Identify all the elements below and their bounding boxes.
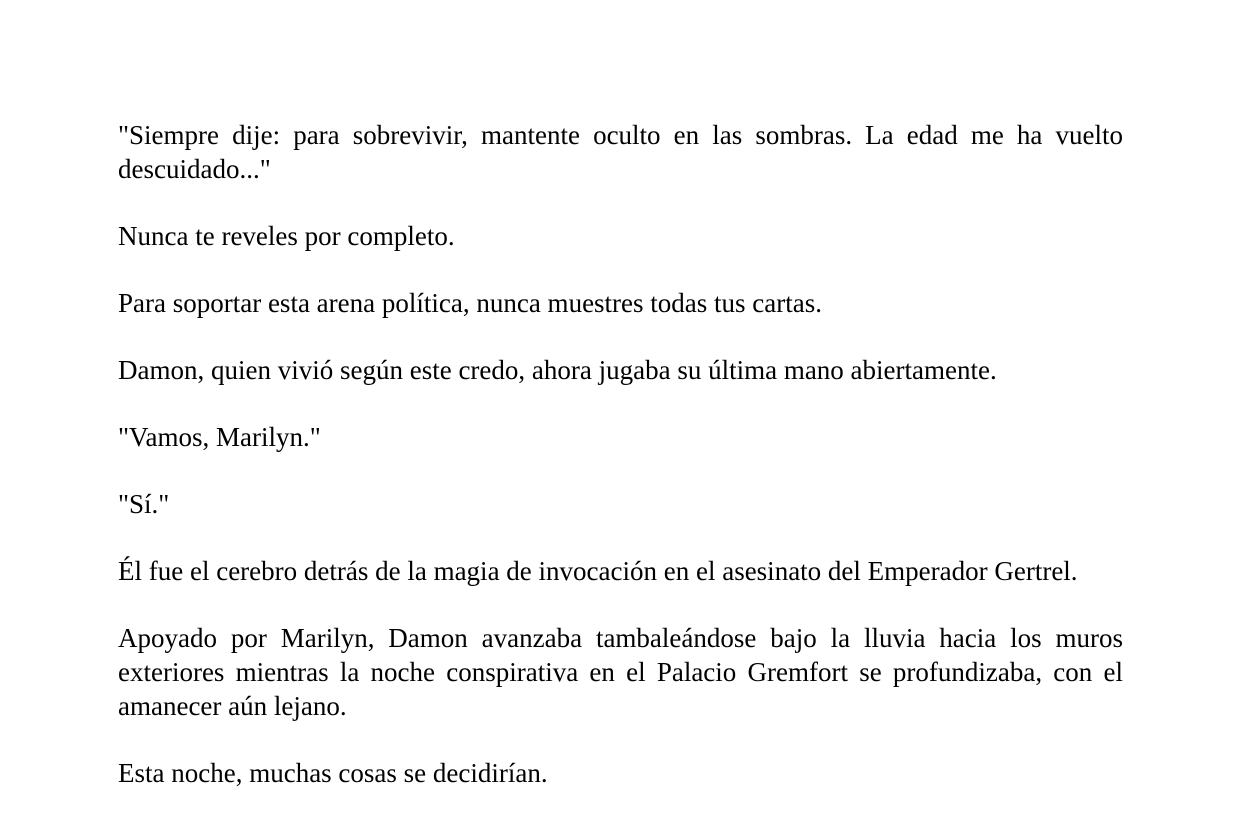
paragraph-supported-by-marilyn: Apoyado por Marilyn, Damon avanzaba tambaleándose bajo la lluvia hacia los muros exteriores mientras la noche conspirativa en el Palacio Gremfort se profundizaba, con el amanecer aún lejano. <box>118 623 1123 721</box>
paragraph-political-arena: Para soportar esta arena política, nunca muestres todas tus cartas. <box>118 288 822 318</box>
paragraph-mastermind: Él fue el cerebro detrás de la magia de invocación en el asesinato del Emperador Gertrel. <box>118 556 1078 586</box>
document-page <box>118 118 1123 823</box>
paragraph-si: "Sí." <box>118 489 170 519</box>
paragraph-damon-creed: Damon, quien vivió según este credo, ahora jugaba su última mano abiertamente. <box>118 355 997 385</box>
paragraph-tonight: Esta noche, muchas cosas se decidirían. <box>118 758 548 788</box>
paragraph-quote-shadows: "Siempre dije: para sobrevivir, mantente oculto en las sombras. La edad me ha vuelto descuidado..." <box>118 120 1123 184</box>
paragraph-vamos-marilyn: "Vamos, Marilyn." <box>118 422 321 452</box>
paragraph-never-reveal: Nunca te reveles por completo. <box>118 221 455 251</box>
